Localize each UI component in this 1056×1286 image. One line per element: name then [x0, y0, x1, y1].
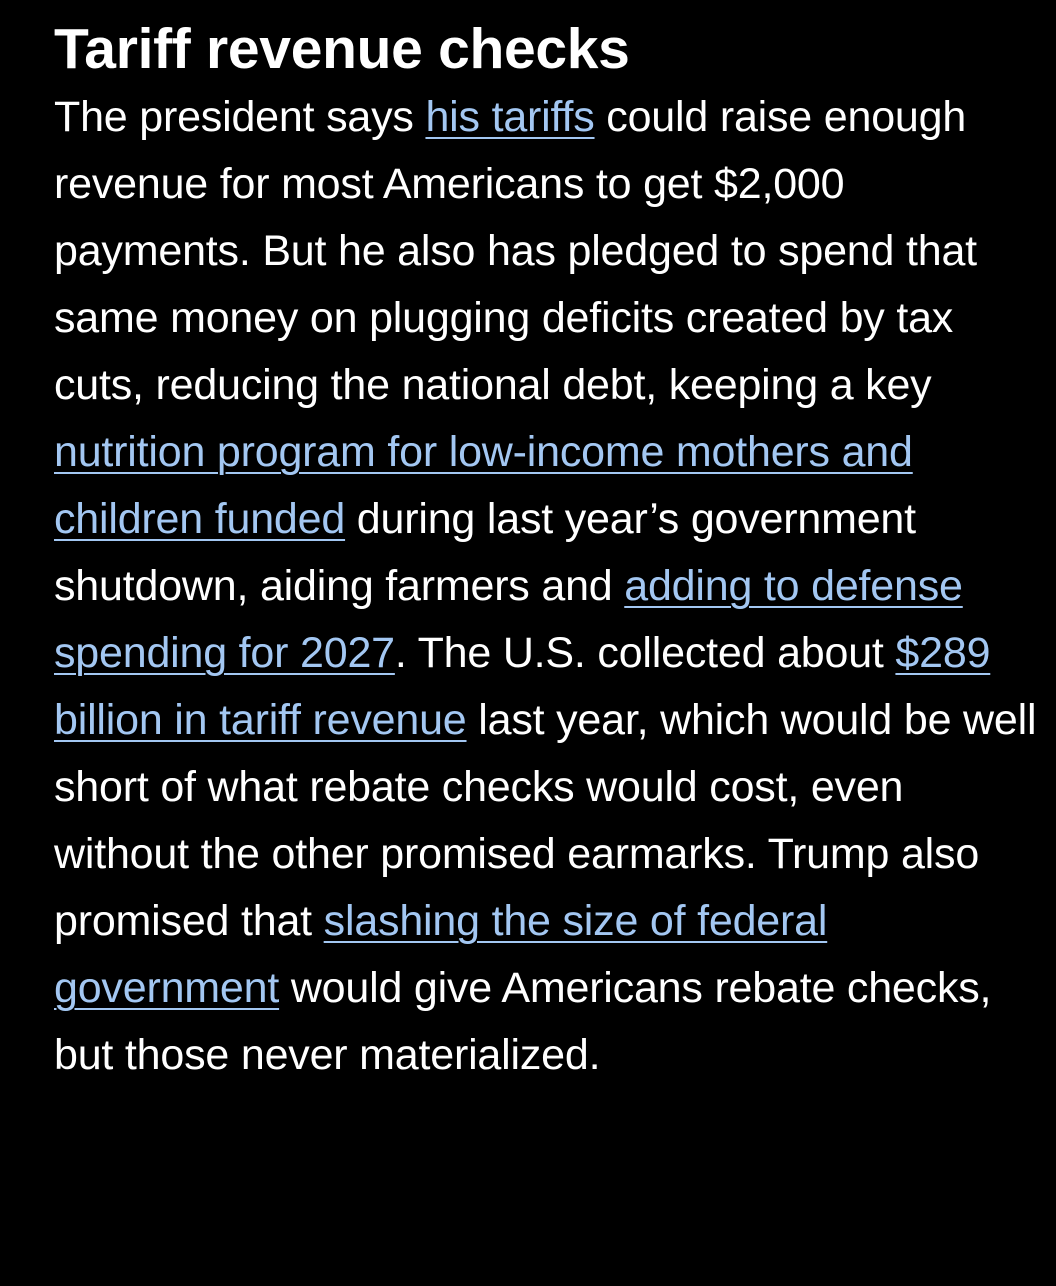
link-tariff-revenue[interactable]: $289 billion in tariff revenue	[54, 629, 991, 744]
paragraph-text: The president says	[54, 93, 426, 141]
paragraph-text: could raise enough revenue for most Americans to get $2,000 payments. But he also has pledged to spend that same money on plugging deficits created by tax cuts, reducing the national debt, keeping a key	[54, 93, 977, 409]
link-federal-government[interactable]: slashing the size of federal government	[54, 897, 828, 1012]
paragraph-text: during last year’s government shutdown, aiding farmers and	[54, 495, 916, 610]
section-heading: Tariff revenue checks	[54, 17, 630, 81]
link-his-tariffs[interactable]: his tariffs	[425, 93, 595, 141]
paragraph-text: would give Americans rebate checks, but those never materialized.	[54, 964, 992, 1079]
link-defense-spending[interactable]: adding to defense spending for 2027	[54, 562, 963, 677]
paragraph-text: . The U.S. collected about	[394, 629, 896, 677]
link-nutrition-program[interactable]: nutrition program for low-income mothers and children funded	[54, 428, 913, 543]
article-paragraph	[54, 84, 1039, 1089]
paragraph-text: last year, which would be well short of what rebate checks would cost, even without the other promised earmarks. Trump also promised that	[54, 696, 1037, 945]
article-section	[54, 14, 1039, 1089]
